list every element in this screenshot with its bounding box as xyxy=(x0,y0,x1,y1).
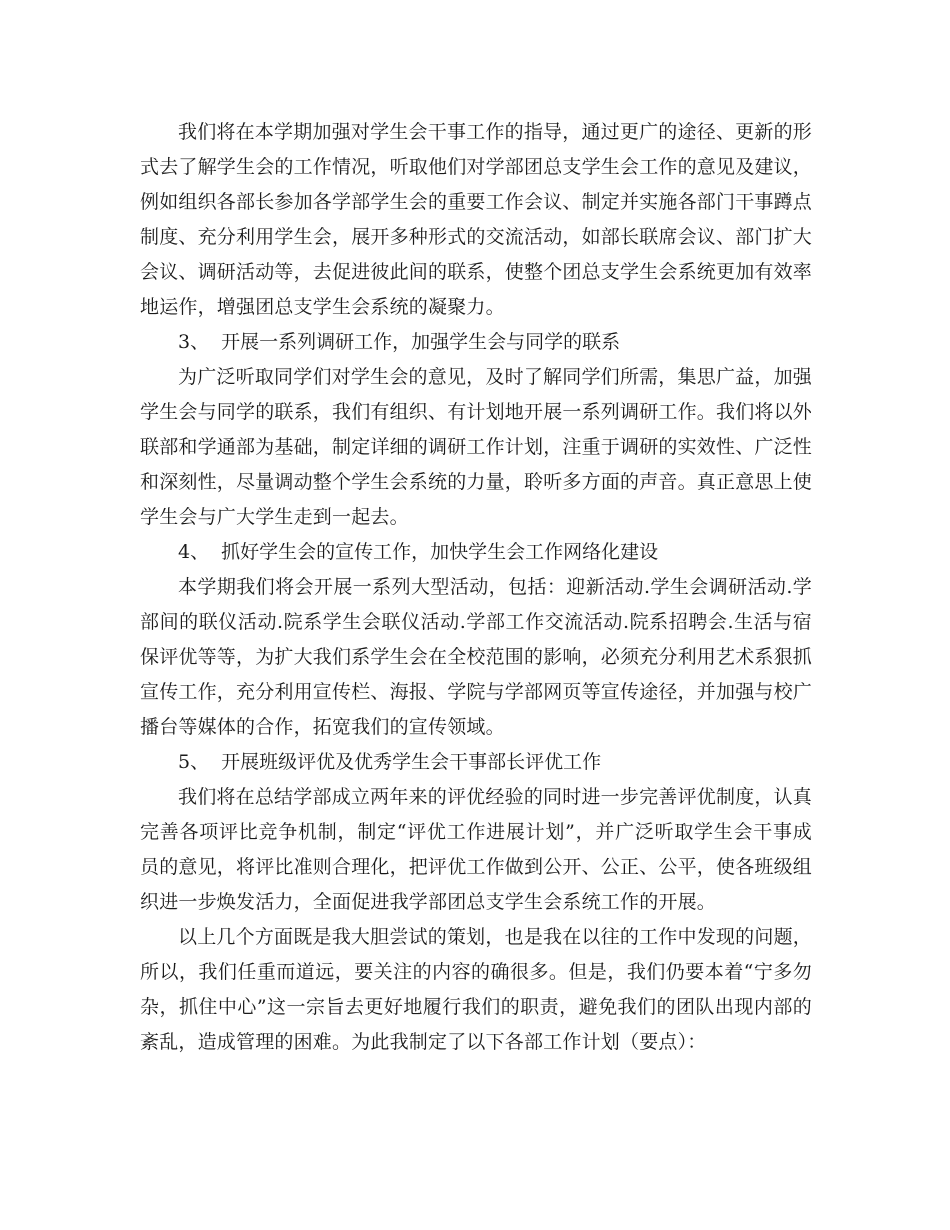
paragraph-research: 为广泛听取同学们对学生会的意见，及时了解同学们所需，集思广益，加强学生会与同学的联系，我们有组织、有计划地开展一系列调研工作。我们将以外联部和学通部为基础，制定详细的调研工作计划，注重于调研的实效性、广泛性和深刻性，尽量调动整个学生会系统的力量，聆听多方面的声音。真正意思上使学生会与广大学生走到一起去。 xyxy=(140,366,813,528)
heading-research-work: 3、 开展一系列调研工作，加强学生会与同学的联系 xyxy=(178,331,621,353)
heading-publicity-work: 4、 抓好学生会的宣传工作，加快学生会工作网络化建设 xyxy=(178,541,659,563)
document-body xyxy=(140,115,812,1060)
paragraph-evaluation: 我们将在总结学部成立两年来的评优经验的同时进一步完善评优制度，认真完善各项评比竞争机制，制定“评优工作进展计划”，并广泛听取学生会干事成员的意见，将评比准则合理化，把评优工作做到公开、公正、公平，使各班级组织进一步焕发活力，全面促进我学部团总支学生会系统工作的开展。 xyxy=(140,786,813,913)
paragraph-summary: 以上几个方面既是我大胆尝试的策划，也是我在以往的工作中发现的问题，所以，我们任重而道远，要关注的内容的确很多。但是，我们仍要本着“宁多勿杂，抓住中心”这一宗旨去更好地履行我们的职责，避免我们的团队出现内部的紊乱，造成管理的困难。为此我制定了以下各部工作计划（要点）： xyxy=(140,926,812,1053)
paragraph-publicity: 本学期我们将会开展一系列大型活动，包括：迎新活动.学生会调研活动.学部间的联仪活动.院系学生会联仪活动.学部工作交流活动.院系招聘会.生活与宿保评优等等，为扩大我们系学生会在全校范围的影响，必须充分利用艺术系狠抓宣传工作，充分利用宣传栏、海报、学院与学部网页等宣传途径，并加强与校广播台等媒体的合作，拓宽我们的宣传领域。 xyxy=(140,576,813,738)
heading-evaluation-work: 5、 开展班级评优及优秀学生会干事部长评优工作 xyxy=(178,751,602,773)
paragraph-guidance: 我们将在本学期加强对学生会干事工作的指导，通过更广的途径、更新的形式去了解学生会的工作情况，听取他们对学部团总支学生会工作的意见及建议，例如组织各部长参加各学部学生会的重要工作会议、制定并实施各部门干事蹲点制度、充分利用学生会，展开多种形式的交流活动，如部长联席会议、部门扩大会议、调研活动等，去促进彼此间的联系，使整个团总支学生会系统更加有效率地运作，增强团总支学生会系统的凝聚力。 xyxy=(140,121,813,318)
